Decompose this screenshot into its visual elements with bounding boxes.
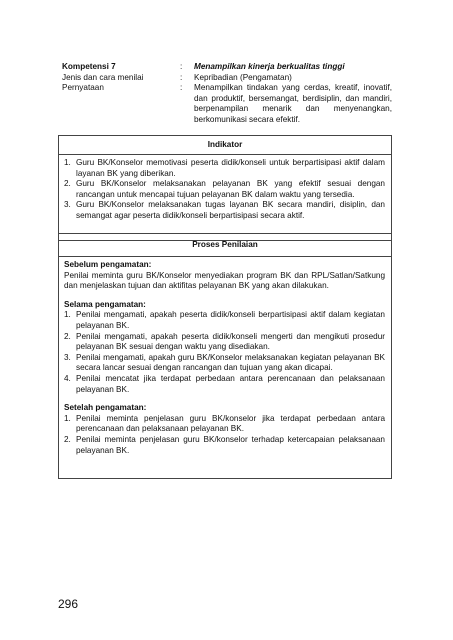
item-text: Penilai mengamati, apakah guru BK/Konselor melaksanakan kegiatan pelayanan BK secara lancar sesuai dengan rancangan dan tujuan yang akan dicapai. [76, 352, 385, 373]
proses-box [58, 233, 392, 479]
list-item [64, 158, 385, 179]
sebelum-text: Penilai meminta guru BK/Konselor menyediakan program BK dan RPL/Satlan/Satkung dan menjelaskan tujuan dan aktifitas pelayanan BK yang akan dilakukan. [64, 270, 385, 291]
list-item [64, 332, 385, 353]
colon: : [180, 62, 183, 71]
item-text: Penilai mengamati, apakah peserta didik/konseli mengerti dan mengikuti prosedur pelayanan BK sesuai dengan waktu yang disediakan. [76, 331, 385, 352]
competency-value: Menampilkan kinerja berkualitas tinggi [194, 62, 345, 71]
list-item [64, 435, 385, 456]
item-number: 1. [64, 158, 71, 167]
indikator-title: Indikator [59, 136, 391, 155]
item-text: Penilai meminta penjelasan guru BK/konselor jika terdapat perbedaan antara perencanaan dan pelaksanaan pelayanan BK. [76, 413, 385, 434]
proses-title: Proses Penilaian [59, 234, 391, 257]
list-item [64, 310, 385, 331]
item-text: Penilai meminta penjelasan guru BK/konselor terhadap ketercapaian pelaksanaan pelayanan BK. [76, 434, 385, 455]
assessment-type-value: Kepribadian (Pengamatan) [194, 72, 292, 82]
item-text: Guru BK/Konselor melaksanakan pelayanan BK yang efektif sesuai dengan rancangan untuk mencapai tujuan pelayanan BK dalam waktu yang tersedia. [76, 179, 385, 199]
assessment-type-label: Jenis dan cara menilai [62, 72, 144, 82]
statement-value: Menampilkan tindakan yang cerdas, kreatif, inovatif, dan produktif, bersemangat, berdisiplin, dan mandiri, berpenampilan menarik dan menyenangkan, berkomunikasi secara efektif. [194, 83, 392, 124]
selama-heading: Selama pengamatan: [64, 299, 146, 309]
item-number: 2. [64, 434, 71, 444]
competency-row [62, 62, 392, 73]
competency-header [62, 62, 392, 126]
item-number: 1. [64, 310, 71, 320]
sebelum-heading: Sebelum pengamatan: [64, 260, 152, 269]
item-text: Penilai mengamati, apakah peserta didik/konseli berpartisipasi aktif dalam kegiatan pelayanan BK. [76, 310, 385, 330]
setelah-list [64, 414, 385, 456]
list-item [64, 353, 385, 374]
indikator-box [58, 135, 392, 241]
setelah-heading: Setelah pengamatan: [64, 403, 147, 413]
statement-row [62, 83, 392, 125]
colon: : [180, 83, 183, 93]
list-item [64, 179, 385, 200]
list-item [64, 374, 385, 395]
list-item [64, 414, 385, 435]
statement-label: Pernyataan [62, 83, 104, 93]
list-item [64, 200, 385, 221]
colon: : [180, 72, 183, 82]
item-number: 3. [64, 200, 71, 210]
item-number: 3. [64, 352, 71, 362]
item-text: Penilai mencatat jika terdapat perbedaan antara perencanaan dan pelaksanaan pelayanan BK. [76, 373, 385, 394]
proses-body [59, 257, 391, 460]
competency-label: Kompetensi 7 [62, 62, 116, 71]
item-number: 2. [64, 331, 71, 341]
indikator-list [64, 158, 385, 222]
indikator-body [59, 155, 391, 226]
assessment-type-row [62, 73, 392, 84]
item-text: Guru BK/Konselor melaksanakan tugas layanan BK secara mandiri, disiplin, dan semangat agar peserta didik/konseli berpartisipasi secara aktif. [76, 200, 385, 220]
item-text: Guru BK/Konselor memotivasi peserta didik/konseli untuk berpartisipasi aktif dalam layanan BK yang diberikan. [76, 158, 385, 178]
page-number: 296 [58, 597, 79, 611]
item-number: 4. [64, 373, 71, 383]
selama-list [64, 310, 385, 395]
item-number: 1. [64, 413, 71, 423]
item-number: 2. [64, 179, 71, 189]
